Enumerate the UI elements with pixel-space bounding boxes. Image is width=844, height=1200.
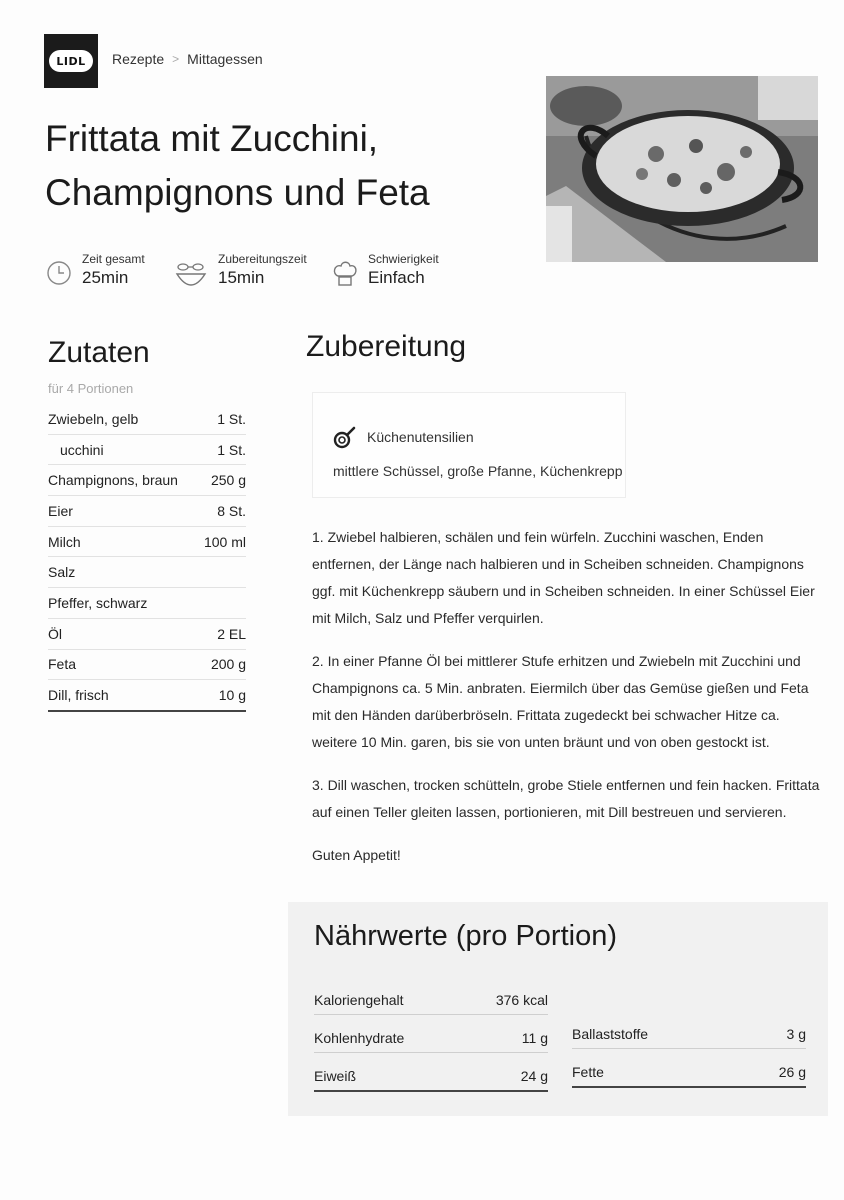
step-text: 2. In einer Pfanne Öl bei mittlerer Stufe erhitzen und Zwiebeln mit Zucchini und Champignons ca. 5 Min. anbraten. Eiermilch über das Gemüse gießen und Feta mit den Händen darüberbröseln. Frittata zugedeckt bei schwacher Hitze ca. weitere 10 Min. garen, bis sie von unten bräunt und von oben gestockt ist.	[312, 653, 809, 750]
ingredient-name: Eier	[48, 502, 73, 519]
breadcrumb-mittagessen[interactable]: Mittagessen	[187, 51, 263, 67]
ingredient-row	[48, 650, 246, 681]
recipe-photo	[546, 76, 818, 262]
pan-icon	[333, 425, 357, 449]
ingredient-amount: 1 St.	[217, 410, 246, 427]
meta-prep-value: 15min	[218, 268, 265, 287]
lidl-logo[interactable]	[44, 34, 98, 88]
nutrient-value: 376 kcal	[495, 992, 548, 1008]
ingredient-amount: 1 St.	[217, 441, 246, 458]
nutrition-panel	[288, 902, 828, 1116]
ingredients-heading: Zutaten	[48, 336, 150, 369]
preparation-steps	[312, 524, 822, 885]
breadcrumb	[112, 51, 263, 67]
nutrition-row	[572, 1049, 806, 1088]
ingredient-amount: 250 g	[210, 472, 246, 489]
meta-total-time	[46, 252, 145, 288]
ingredients-list	[48, 404, 246, 712]
frittata-pan-image	[546, 76, 818, 262]
meta-difficulty	[332, 252, 439, 290]
ingredient-name: Zwiebeln, gelb	[48, 410, 139, 427]
ingredient-row	[48, 619, 246, 650]
closing-text: Guten Appetit!	[312, 847, 401, 863]
kitchen-tools-box	[312, 392, 626, 498]
nutrient-value: 3 g	[786, 1026, 806, 1042]
ingredient-name: Pfeffer, schwarz	[48, 594, 148, 611]
meta-prep-time	[174, 252, 307, 290]
ingredient-name: Salz	[48, 564, 76, 581]
nutrient-name: Kohlenhydrate	[314, 1030, 405, 1046]
ingredient-row	[48, 404, 246, 435]
page-title	[45, 112, 515, 220]
meta-total-value: 25min	[82, 268, 129, 287]
nutrition-column-left	[314, 978, 548, 1092]
ingredient-name: ucchini	[60, 441, 104, 458]
clock-icon	[46, 260, 72, 286]
nutrition-column-right	[572, 1012, 806, 1088]
nutrition-row	[314, 978, 548, 1015]
meta-total-label: Zeit gesamt	[82, 252, 145, 266]
tools-header	[333, 425, 474, 449]
chef-hat-icon	[332, 260, 358, 290]
preparation-heading: Zubereitung	[306, 330, 467, 363]
title-line-1: Frittata mit Zucchini,	[45, 118, 379, 159]
ingredient-amount: 8 St.	[217, 502, 246, 519]
meta-difficulty-label: Schwierigkeit	[368, 252, 439, 266]
logo-text: LIDL	[49, 50, 93, 72]
nutrition-row	[314, 1053, 548, 1092]
meta-prep-label: Zubereitungszeit	[218, 252, 307, 266]
nutrition-row	[572, 1012, 806, 1049]
ingredient-amount: 100 ml	[203, 533, 246, 550]
nutrient-value: 26 g	[778, 1064, 806, 1080]
ingredient-name: Milch	[48, 533, 81, 550]
nutrition-heading: Nährwerte (pro Portion)	[314, 920, 617, 952]
nutrient-name: Ballaststoffe	[572, 1026, 649, 1042]
ingredient-row	[48, 527, 246, 558]
ingredient-row	[48, 496, 246, 527]
nutrient-value: 24 g	[520, 1068, 548, 1084]
bowl-icon	[174, 260, 208, 290]
nutrition-row	[314, 1015, 548, 1053]
breadcrumb-rezepte[interactable]: Rezepte	[112, 51, 165, 67]
tools-label: Küchenutensilien	[367, 429, 474, 445]
ingredient-row	[48, 465, 246, 496]
ingredient-amount: 2 EL	[217, 625, 246, 642]
ingredient-row	[48, 557, 246, 588]
ingredient-name: Öl	[48, 625, 62, 642]
ingredient-amount: 200 g	[210, 656, 246, 673]
nutrient-value: 11 g	[521, 1030, 548, 1046]
ingredient-row	[48, 680, 246, 712]
title-line-2: Champignons und Feta	[45, 172, 430, 213]
portions-label: für 4 Portionen	[48, 381, 134, 396]
ingredient-name: Champignons, braun	[48, 472, 178, 489]
ingredient-name: Dill, frisch	[48, 687, 109, 704]
nutrient-name: Eiweiß	[314, 1068, 357, 1084]
ingredient-row	[48, 435, 246, 466]
breadcrumb-separator: >	[172, 52, 180, 66]
step-text: 3. Dill waschen, trocken schütteln, grobe Stiele entfernen und fein hacken. Frittata auf einen Teller gleiten lassen, portionieren, mit Dill bestreuen und servieren.	[312, 777, 820, 820]
ingredient-name: Feta	[48, 656, 77, 673]
nutrient-name: Kaloriengehalt	[314, 992, 404, 1008]
nutrient-name: Fette	[572, 1064, 604, 1080]
meta-difficulty-value: Einfach	[368, 268, 425, 287]
tools-list: mittlere Schüssel, große Pfanne, Küchenkrepp	[333, 463, 623, 479]
ingredient-row	[48, 588, 246, 619]
ingredient-amount: 10 g	[218, 687, 246, 704]
step-text: 1. Zwiebel halbieren, schälen und fein würfeln. Zucchini waschen, Enden entfernen, der Länge nach halbieren und in Scheiben schneiden. Champignons ggf. mit Küchenkrepp säubern und in Scheiben schneiden. In einer Schüssel Eier mit Milch, Salz und Pfeffer verquirlen.	[312, 529, 815, 626]
